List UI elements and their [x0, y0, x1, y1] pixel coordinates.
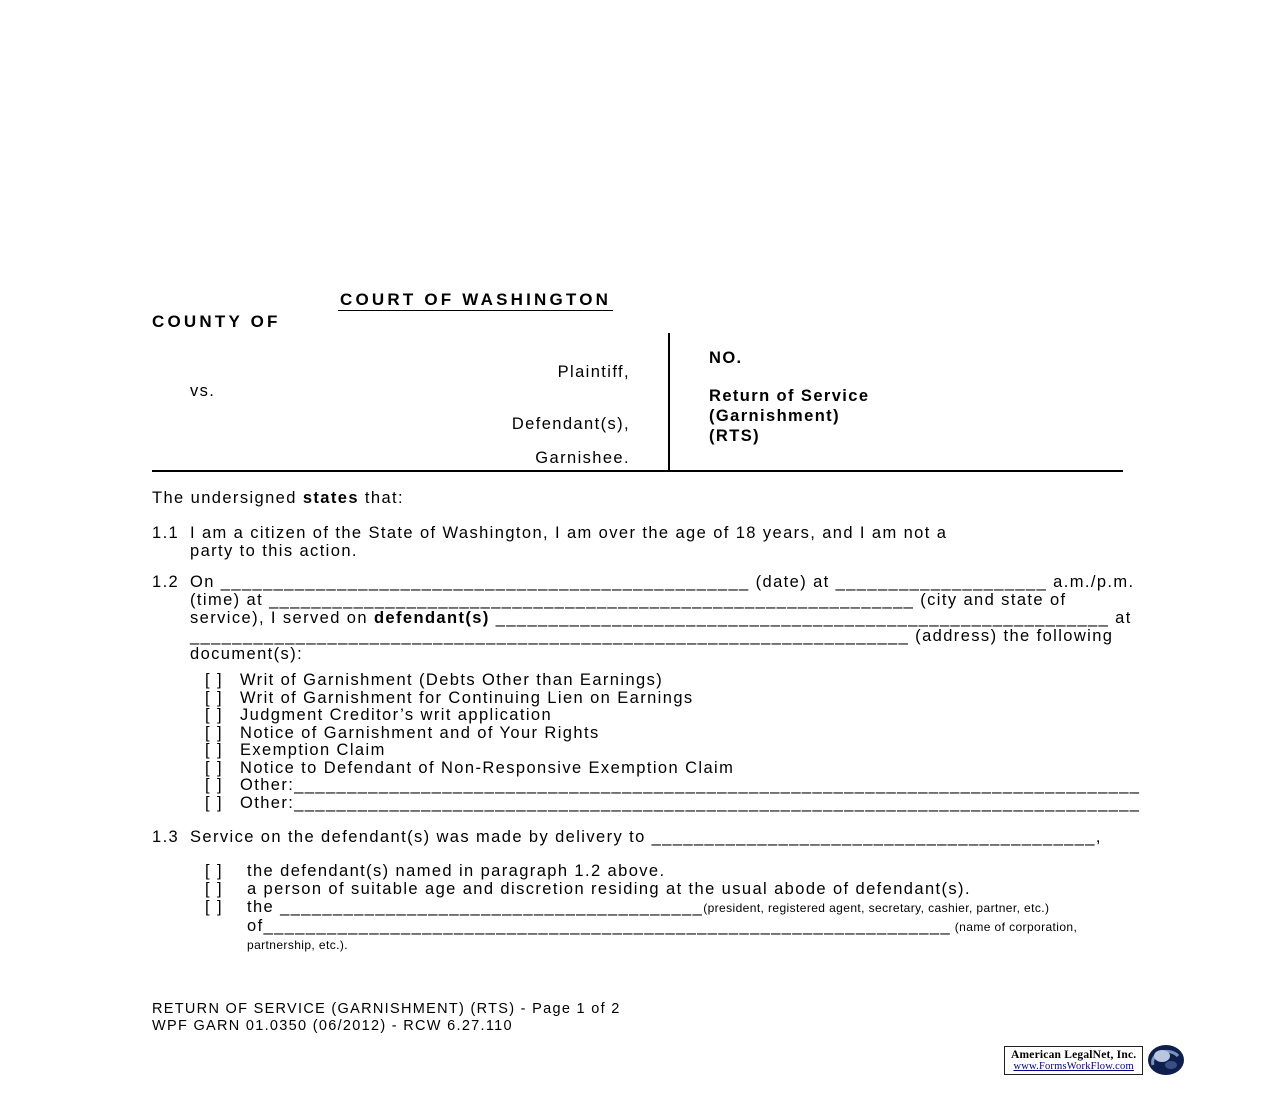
option-corporate-line-2: [247, 917, 1077, 936]
entity-note: (name of corporation,: [951, 920, 1078, 934]
caption-case-info: [668, 333, 1123, 470]
case-caption: [152, 333, 1123, 470]
section-1-2-number: 1.2: [152, 573, 180, 591]
section-1-1-text: [190, 524, 1123, 560]
section-1-2: [152, 573, 1141, 812]
section-1-3: [152, 828, 1123, 954]
form-title-line-3: (RTS): [709, 427, 760, 445]
option-corporate-line-3: partnership, etc.).: [247, 938, 348, 952]
section-1-1-line-1: I am a citizen of the State of Washington, I am over the age of 18 years, and I am not a: [190, 524, 948, 542]
the-label: the: [247, 898, 281, 916]
section-1-1-line-2: party to this action.: [190, 542, 358, 560]
line-3-pre: service), I served on: [190, 609, 374, 627]
section-1-1-number: 1.1: [152, 524, 180, 542]
section-1-2-line-2: (time) at _____________________________________________________________ (city and state of: [190, 591, 1067, 609]
option-item-corporate: [205, 898, 1123, 954]
checkbox[interactable]: [ ]: [205, 880, 223, 898]
garnishee-label: Garnishee.: [535, 449, 630, 467]
court-heading-text: COURT OF WASHINGTON: [340, 290, 612, 309]
form-title: [709, 386, 1123, 446]
defendant-label: Defendant(s),: [511, 415, 630, 433]
section-1-2-line-4: ____________________________________________________________________ (address) the following: [190, 627, 1114, 645]
checkbox[interactable]: [ ]: [205, 758, 223, 777]
checkbox-item: [205, 742, 1123, 760]
checkbox-item-other: [205, 793, 1141, 813]
form-title-line-2: (Garnishment): [709, 407, 840, 425]
section-1-2-line-3: [190, 609, 1132, 627]
defendants-bold: defendant(s): [373, 609, 490, 627]
option-item: [205, 880, 1123, 898]
option-label: the defendant(s) named in paragraph 1.2 above.: [247, 862, 666, 880]
checkbox[interactable]: [ ]: [205, 776, 223, 794]
document-checkbox-list: [205, 671, 1141, 812]
checkbox[interactable]: [ ]: [205, 862, 223, 880]
checkbox-item: [205, 760, 1123, 778]
checkbox-label: Notice to Defendant of Non-Responsive Exemption Claim: [240, 758, 735, 777]
checkbox-label: Exemption Claim: [240, 741, 386, 759]
checkbox-item: [205, 672, 1123, 690]
checkbox[interactable]: [ ]: [205, 706, 223, 724]
title-blank: ________________________________________: [280, 898, 704, 916]
caption-rule: [152, 470, 1123, 472]
form-title-line-1: Return of Service: [709, 387, 870, 405]
section-1-2-line-1: On __________________________________________________ (date) at ____________________ a.m./p.m.: [190, 573, 1135, 591]
checkbox-label: Other:________________________________________________________________________________: [240, 793, 1141, 812]
line-3-post: __________________________________________________________ at: [489, 609, 1132, 627]
section-1-3-number: 1.3: [152, 828, 180, 846]
section-1-3-line-1: Service on the defendant(s) was made by delivery to __________________________________________,: [190, 828, 1102, 846]
caption-parties: [152, 333, 668, 470]
checkbox[interactable]: [ ]: [205, 741, 223, 759]
plaintiff-label: Plaintiff,: [557, 363, 630, 381]
checkbox[interactable]: [ ]: [205, 723, 223, 742]
checkbox-label: Writ of Garnishment (Debts Other than Earnings): [240, 671, 664, 689]
branding-box: [1004, 1046, 1143, 1075]
court-heading: [152, 291, 1123, 309]
checkbox-item-other: [205, 776, 1141, 795]
section-1-2-text: [190, 573, 1141, 812]
entity-blank: _________________________________________________________________: [263, 917, 952, 935]
checkbox[interactable]: [ ]: [205, 688, 223, 707]
intro-post: that:: [358, 489, 405, 507]
footer-form-title: RETURN OF SERVICE (GARNISHMENT) (RTS) - Page 1 of 2: [152, 1001, 621, 1017]
globe-logo-icon: [1146, 1044, 1186, 1076]
checkbox-item: [205, 690, 1123, 708]
title-note: (president, registered agent, secretary, cashier, partner, etc.): [703, 901, 1050, 915]
intro-bold-word: states: [302, 489, 359, 507]
option-label: a person of suitable age and discretion residing at the usual abode of defendant(s).: [247, 880, 971, 898]
delivery-option-list: [205, 862, 1123, 954]
checkbox-label: Judgment Creditor’s writ application: [240, 706, 553, 724]
american-legalnet-branding: [1004, 1044, 1186, 1076]
checkbox[interactable]: [ ]: [205, 671, 223, 689]
checkbox-label: Writ of Garnishment for Continuing Lien on Earnings: [240, 688, 694, 707]
checkbox-item: [205, 725, 1123, 743]
option-item: [205, 862, 1123, 880]
page-footer: [152, 1001, 621, 1034]
form-content: [152, 290, 1141, 954]
intro-line: [152, 489, 1123, 507]
county-heading: COUNTY OF: [152, 312, 281, 331]
branding-url-link[interactable]: www.FormsWorkFlow.com: [1013, 1060, 1134, 1072]
checkbox-label: Other:________________________________________________________________________________: [240, 776, 1141, 794]
section-1-2-line-5: document(s):: [190, 645, 304, 663]
footer-form-number: WPF GARN 01.0350 (06/2012) - RCW 6.27.110: [152, 1017, 513, 1034]
checkbox-label: Notice of Garnishment and of Your Rights: [240, 723, 600, 742]
checkbox-item: [205, 707, 1123, 725]
option-corporate-line-1: [247, 898, 1077, 917]
of-label: of: [247, 917, 264, 935]
intro-pre: The undersigned: [152, 489, 303, 507]
checkbox[interactable]: [ ]: [205, 793, 223, 812]
section-1-3-text: [190, 828, 1123, 954]
case-number-label: NO.: [709, 349, 743, 367]
checkbox[interactable]: [ ]: [205, 898, 223, 916]
branding-company-name: American LegalNet, Inc.: [1011, 1048, 1137, 1061]
option-corporate-body: [247, 898, 1077, 954]
section-1-1: [152, 524, 1123, 560]
vs-label: vs.: [190, 382, 216, 400]
